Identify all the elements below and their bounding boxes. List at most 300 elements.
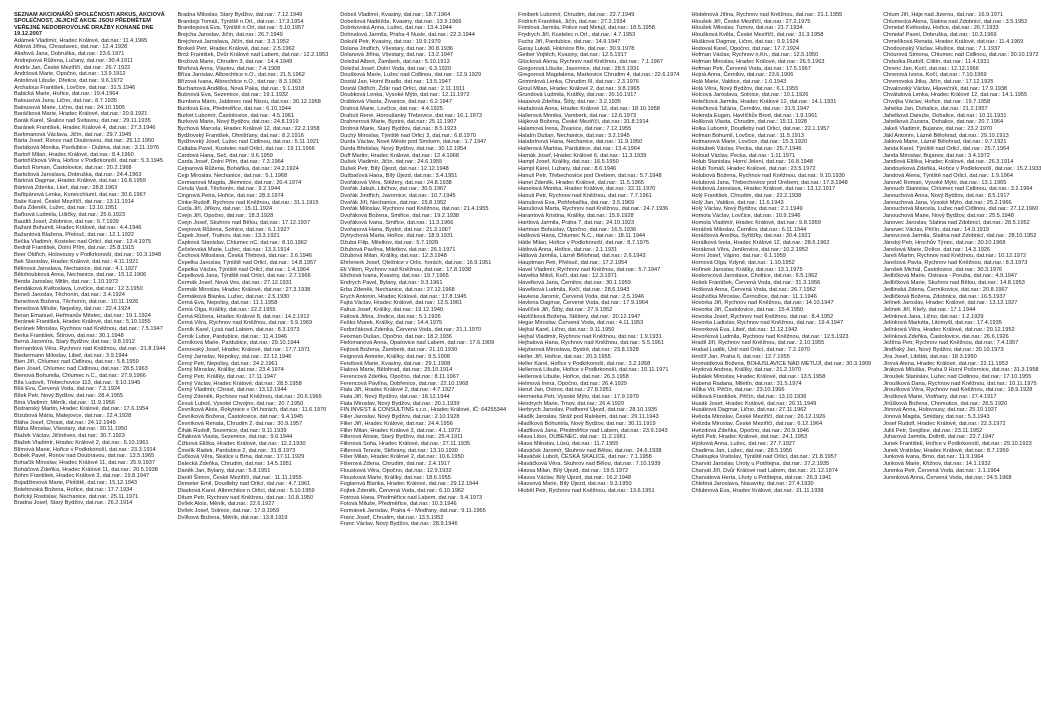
shareholder-entry: Charvát Jiří, Dvůr Králové nad Labem, dat.nar.: 21.12.1974	[691, 467, 838, 474]
shareholder-entry: Bařtipánová Lenka, Konecchlumí, dat.nar.: 30.6.1967	[14, 191, 146, 198]
shareholder-entry: Bártová Zdenka, Lkeř, dat.nar.: 28.8.1963	[14, 185, 118, 192]
shareholder-entry: Jákl Antonín, Lázně Bělohrad, dat.nar.: 29.10.1913	[883, 132, 1009, 139]
shareholder-entry: Drahná Marie, Lovčice, dat.nar.: 4.4.1925	[340, 105, 443, 112]
shareholder-entry: Cucla Jiří, Jiříkov, dat.nar.: 15.11.1924	[177, 206, 273, 213]
shareholder-entry: Chadima Jan, Lužec, dat.nar.: 28.5.1956	[691, 447, 793, 454]
shareholder-entry: Benda Jaroslav, Mitlin, dat.nar.: 1.10.1972	[14, 279, 119, 285]
shareholder-entry: Bien Jiří, Chlumec nad Cidlinou, dat.nar.: 5.8.1959	[14, 359, 139, 366]
shareholder-entry: Havel Vladimír, Rychnov nad Kněžnou, dat.nar.: 5.7.1947	[518, 266, 661, 273]
shareholder-entry: Břízová Ivana, Albrechtice n.O., dat.nar.: 8.3.1963	[177, 79, 301, 86]
shareholder-entry: Homola Vladimír, Hradec Králové, dat.nar.: 9.8.1959	[691, 219, 821, 226]
shareholder-entry: Adámek Vladimír, Hradec Králové, dat.nar.: 11.4.1965	[14, 37, 148, 44]
shareholder-entry: Janouchová Marie, Nový Bydžov, dat.nar.: 25.5.1948	[883, 213, 1014, 220]
shareholder-entry: Bláha Miroslav, Všestary, dat.nar.: 30.11.1950	[14, 426, 128, 433]
shareholder-entry: Elichová Ivana, Kvasiny, dat.nar.: 19.7.1965	[340, 273, 449, 280]
shareholder-entry: Hanušová Marta, Rychnov nad Kněžnou, dat.nar.: 24.7.1936	[518, 206, 669, 213]
shareholder-entry: Janouchová Jana, Vysoké Mýto, dat.nar.: 25.2.1966	[883, 199, 1012, 206]
shareholder-entry: Ferencová Pavlína, Dobřenice, dat.nar.: 22.10.1968	[340, 380, 469, 387]
shareholder-entry: Bydžovský František, Ohnišťany, dat.nar.: 8.2.1916	[177, 132, 304, 139]
shareholder-entry: Hrabal Luděk, Ústí nad Orlicí, dat.nar.: 7.2.1970	[691, 347, 810, 354]
shareholder-entry: Beer Oldřich, Holovousy v Podkrkonoší, dat.nar.: 10.3.1948	[14, 252, 162, 259]
shareholder-entry: Antošová Libuše, Dřetice, dat.nar.: 9.6.1972	[14, 77, 123, 84]
shareholder-entry: Hromádková Božena, BOHUSLAVICE NAD METUJÍ, dat.nar.: 30.3.1909	[691, 360, 872, 367]
shareholder-entry: Hlaváčková Věra, Skuhrov nad Bělou, dat.nar.: 7.10.1939	[518, 461, 661, 468]
shareholder-entry: Hejhal Karel, Lično, dat.nar.: 9.11.1950	[518, 327, 615, 334]
shareholder-entry: Bienová Bohumila, Chlumec n.C., dat.nar.: 27.9.1966	[14, 372, 146, 379]
shareholder-entry: Jandourková Zdeňka, Hořice v Podkrkonoší, dat.nar.: 15.2.1933	[883, 166, 1041, 173]
shareholder-entry: Homola Václav, Lovčice, dat.nar.: 10.9.1946	[691, 213, 801, 220]
shareholder-entry: Faltová Jiřina, Jindice, dat.nar.: 5.1.1926	[340, 313, 441, 320]
shareholder-entry: Holubová Jaroslava, Hradec Králové, dat.nar.: 13.12.1917	[691, 186, 836, 193]
shareholder-entry: Dvílek Alois, Měník, dat.nar.: 22.6.1927	[177, 501, 275, 508]
shareholder-entry: Cardová Hana, Seč, dat.nar.: 9.6.1959	[177, 152, 273, 159]
shareholder-entry: Bedráf František, Dolní Přím, dat.nar.: 25.8.1915	[14, 245, 135, 252]
shareholder-entry: Doležal Albert, Žamberk, dat.nar.: 5.10.1913	[340, 58, 450, 65]
shareholder-entry: Holá Marie, Valdice, dat.nar.: 1.6.1943	[691, 79, 787, 86]
shareholder-entry: Bárta Josef, Ronov nad Doubravou, dat.nar.: 25.12.1950	[14, 138, 155, 145]
shareholder-entry: Havelková Jana, Černilov, dat.nar.: 30.1.1959	[518, 280, 631, 287]
shareholder-entry: Bíla Ludovít, Třebechovice 113, dat.nar.: 9.10.1945	[14, 379, 141, 386]
shareholder-entry: Hlavsa Václav, Bílý Újezd, dat.nar.: 16.2.1948	[518, 474, 632, 481]
column-1	[14, 12, 165, 702]
shareholder-entry: Fialová Marie, Bělohrad, dat.nar.: 25.10.1914	[340, 367, 453, 374]
shareholder-entry: Černík Lubor, Pardubice, dat.nar.: 11.4.1946	[177, 333, 288, 340]
shareholder-entry: Daněl Šimon, České Meziříčí, dat.nar.: 11.11.1955	[177, 474, 302, 481]
shareholder-entry: Hartman Bohuslav, Opočno, dat.nar.: 16.5.1936	[518, 226, 637, 233]
shareholder-entry: Džubová Pavlína, Miletkov, dat.nar.: 26.1.1971	[340, 246, 456, 253]
shareholder-entry: Hladíková Bohumila, Nový Bydžov, dat.nar.: 30.11.1919	[518, 420, 656, 427]
shareholder-entry: Balousová Marie, Lično, dat.nar.: 24.10.1905	[14, 104, 126, 111]
shareholder-entry: Bendáková Květoslava, Lovčice, dat.nar.: 12.3.1950	[14, 285, 143, 292]
shareholder-entry: Dušek Petr, Bílý Újezd, dat.nar.: 12.12.1948	[340, 166, 449, 173]
shareholder-entry: Čepelková Jana, Týniště nad Orlicí, dat.nar.: 2.7.1966	[177, 273, 311, 280]
shareholder-entry: Cermanová Magda, Jilemnice, dat.nar.: 20.4.1974	[177, 179, 302, 186]
shareholder-entry: Feško Marek, Králíky, dat.nar.: 14.4.1975	[340, 320, 443, 327]
shareholder-entry: Ablová Jiřina, Chrastavec, dat.nar.: 12.4.1928	[14, 44, 128, 51]
shareholder-entry: Frimlová Jarmila, Police nad Metují, dat.nar.: 18.5.1958	[518, 25, 655, 32]
shareholder-entry: Chlebná Jaroslava, Nasavrky, dat.nar.: 27.4.1930	[691, 481, 814, 488]
shareholder-entry: Cejp Miroslav, Nechanice, dat.nar.: 5.1.1968	[177, 172, 288, 179]
shareholder-entry: Čučková Věra, Skalice u Brna, dat.nar.: 17.11.1929	[177, 454, 305, 461]
shareholder-entry: Erych Antonín, Hradec Králové, dat.nar.: 17.8.1945	[340, 293, 467, 300]
shareholder-entry: Hovorka Josef, Rychnov nad Kněžnou, dat.nar.: 8.4.1952	[691, 313, 834, 320]
shareholder-entry: Horáčková Anežka, Syřišťky, dat.nar.: 30.4.1921	[691, 233, 811, 240]
column-2	[177, 12, 328, 702]
entry-list	[340, 12, 506, 528]
shareholder-entry: Dokulil Petr, Kvasiny, dat.nar.: 19.9.1970	[340, 38, 441, 45]
shareholder-entry: Chvátalová Lenka, Hradec Králové 12, dat.nar.: 14.1.1955	[883, 92, 1028, 99]
shareholder-entry: Charvátová Herta, Lhoty u Potštejna, dat.nar.: 26.3.1941	[691, 474, 832, 481]
shareholder-entry: Ferencová Zdeňka, Opočno, dat.nar.: 8.11.1967	[340, 373, 459, 380]
shareholder-entry: Franc Josef, Chrudim, dat.nar.: 13.5.1952	[340, 514, 444, 521]
shareholder-entry: Janouchová Marcela, Lužec nad Cidlinou, dat.nar.: 27.12.1960	[883, 206, 1039, 213]
shareholder-entry: Hrydová Andrea, Králíky, dat.nar.: 21.2.1970	[691, 367, 802, 374]
shareholder-entry: Dvořáková Božena, Smiřice, dat.nar.: 19.2.1938	[340, 213, 460, 220]
shareholder-entry: Buchartová Andělka, Nová Paka, dat.nar.: 9.1.1918	[177, 85, 305, 92]
shareholder-entry: Böhm František, Hradec Králové 3, dat.nar.: 19.8.1947	[14, 473, 150, 480]
shareholder-entry: Hovorka Ladislav, Rychnov nad Kněžnou, dat.nar.: 19.4.1947	[691, 320, 844, 327]
shareholder-entry: Dostál Jan, Horní Bradlo, dat.nar.: 13.5.1947	[340, 79, 451, 86]
shareholder-entry: Havlena Jaromír, Červená Voda, dat.nar.: 2.5.1946	[518, 293, 645, 300]
shareholder-entry: Jánský Petr, Hrochův Týnec, dat.nar.: 30.10.1968	[883, 239, 1006, 246]
shareholder-entry: Dvořák Jakub, Libčhov, dat.nar.: 30.5.1967	[340, 186, 447, 193]
shareholder-entry: Endrych Pavel, Bylany, dat.nar.: 9.3.1961	[340, 280, 443, 287]
shareholder-entry: Bělohoubková Anna, Nechanice, dat.nar.: 15.12.1906	[14, 272, 147, 279]
column-6	[883, 12, 1041, 702]
column-5	[691, 12, 871, 702]
shareholder-entry: Hanuš Petr, Třebechovice pod Orebem, dat.nar.: 5.7.1948	[518, 172, 662, 179]
shareholder-entry: Čermák Miroslav, Hradec Králové, dat.nar.: 27.3.1938	[177, 286, 311, 293]
shareholder-entry: Feixman Dušan, Opočno, dat.nar.: 18.2.1936	[340, 333, 452, 340]
shareholder-entry: Baťková Ludmila, Lišičky, dat.nar.: 25.6.1923	[14, 211, 126, 218]
shareholder-entry: Hanušová Eva, Pohřebačka, dat.nar.: 3.5.1969	[518, 199, 635, 206]
shareholder-entry: Havlíček Jiří, Štíty, dat.nar.: 27.9.1952	[518, 306, 613, 313]
shareholder-entry: Černý Jaroslav, Nepolisy, dat.nar.: 22.12.1946	[177, 353, 292, 360]
shareholder-entry: Balousová Jana, Lično, dat.nar.: 8.7.1935	[14, 98, 117, 105]
shareholder-entry: Brandejsová Eva, Týniště n.Orl, dat.nar.: 5.10.1957	[177, 25, 305, 32]
shareholder-entry: Fillerová Terezie, Skřivany, dat.nar.: 13.10.1930	[340, 447, 458, 454]
shareholder-entry: Hloušek Miloslav, Turnov, dat.nar.: 21.7.1934	[691, 25, 803, 32]
shareholder-entry: Chrenovská Jitka, Jičín, dat.nar.: 17.12.1925	[883, 79, 994, 86]
shareholder-entry: Hofman Miroslav, Hradec Králové, dat.nar.: 26.5.1963	[691, 58, 825, 65]
shareholder-entry: Dolana Jindřich, Všestary, dat.nar.: 30.8.1936	[340, 45, 454, 52]
shareholder-entry: Glücková Alena, Rychnov nad Kněžnou, dat.nar.: 7.1.1967	[518, 58, 663, 65]
shareholder-entry: Dohnalová Jarmila, Praha 4 Nusle, dat.nar.: 22.3.1944	[340, 32, 475, 39]
shareholder-entry: Ježlína Petr, Rychnov nad Kněžnou, dat.nar.: 7.4.1957	[883, 340, 1019, 347]
shareholder-entry: Hejzlarová Miroslava, Bystré, dat.nar.: 23.8.1928	[518, 347, 639, 354]
shareholder-entry: Bubnová Eva, Sezemice, dat.nar.: 19.1.1932	[177, 92, 289, 99]
shareholder-entry: Hauptman Petr, Přelouč, dat.nar.: 17.2.1954	[518, 260, 628, 267]
shareholder-entry: Frydrych Jiří, Kostelec n.Orl., dat.nar.: 4.7.1953	[518, 32, 636, 39]
shareholder-entry: Grimmlová Lenka, Chrudim III, dat.nar.: 2.3.1976	[518, 79, 640, 86]
shareholder-entry: Brejcha Jaroslav, Jičín, dat.nar.: 26.7.1949	[177, 32, 283, 39]
shareholder-entry: Hejhalová Hana, Rychnov nad Kněžnou, dat.nar.: 5.5.1961	[518, 340, 664, 347]
shareholder-entry: Gregorová Libuše, Javornice, dat.nar.: 28.5.1931	[518, 65, 640, 72]
shareholder-entry: Bartoňíčková Věra, Hořice v Podkrkonoší, dat.nar.: 5.3.1945	[14, 158, 163, 165]
shareholder-entry: Hampl Josef, Králíky, dat.nar.: 16.5.1950	[518, 159, 619, 166]
shareholder-entry: Holoubek Václav, Pecka, dat.nar.: 25.7.1946	[691, 146, 802, 153]
shareholder-entry: Bartoš Roman, Častolovice, dat.nar.: 20.2.1968	[14, 165, 132, 172]
shareholder-entry: Husák Josef, Hradec Králové, dat.nar.: 20.11.1949	[691, 400, 817, 407]
shareholder-entry: Hovorka Jiří, Častolovice, dat.nar.: 15.4.1950	[691, 306, 804, 313]
shareholder-entry: Brejchová Jaroslava, Jičín, dat.nar.: 3.3.1952	[177, 38, 290, 45]
shareholder-entry: Dobrkovská Anna, Lužec, dat.nar.: 13.4.1944	[340, 25, 452, 32]
shareholder-entry: Bychová Marcela, Hradec Králové 12, dat.nar.: 22.2.1958	[177, 125, 320, 132]
shareholder-entry: Čihák Rudolf, Sezemice, dat.nar.: 9.11.1939	[177, 427, 287, 434]
shareholder-entry: Hájková Božena, České Meziříčí, dat.nar.: 31.8.1914	[518, 119, 649, 126]
shareholder-entry: Heller Jiří, Hořice, dat.nar.: 20.3.1955	[518, 353, 611, 360]
shareholder-entry: Bízubová Mária, Matejovce, dat.nar.: 22.4.1928	[14, 413, 132, 420]
shareholder-entry: Hvězda Miroslav, České Meziříčí, dat.nar.: 26.12.1926	[691, 414, 826, 421]
shareholder-entry: Čevníková Božena, Častolovice, dat.nar.: 9.4.1945	[177, 414, 304, 421]
shareholder-entry: Houžvička Miroslav, Černožice, dat.nar.: 11.1.1946	[691, 293, 817, 300]
shareholder-entry: Chmelař Pavel, Dobruška, dat.nar.: 10.3.1969	[883, 32, 997, 39]
shareholder-entry: Formánek Jaroslav, Praha 4 - Modřany, dat.nar.: 9.11.1965	[340, 508, 486, 515]
shareholder-entry: Baudiš Josef, Zdobnice, dat.nar.: 6.7.1939	[14, 218, 119, 225]
shareholder-entry: Jurenková Anna, Červená Voda, dat.nar.: 24.5.1968	[883, 474, 1012, 481]
shareholder-entry: Dostál Oldřich, Žďár nad Orlicí, dat.nar.: 2.11.1911	[340, 85, 465, 92]
shareholder-entry: Flousková Marie, Králíky, dat.nar.: 18.6.1955	[340, 474, 451, 481]
shareholder-entry: Chrenová Ivona, Kočí, dat.nar.: 7.10.1969	[883, 72, 987, 79]
shareholder-entry: Bečka Vladimír, Kostelec nad Orlicí, dat.nar.: 13.4.1975	[14, 238, 152, 245]
shareholder-entry: Duchý Miroslav, Týniště nad Orlicí 3, dat.nar.: 6.8.1970	[340, 132, 476, 139]
shareholder-entry: Andršová Marie, Opočno, dat.nar.: 13.9.1912	[14, 71, 126, 78]
shareholder-entry: Janovec Jaroslav, Slatina nad Zdobnicí, dat.nar.: 28.5.1952	[883, 219, 1030, 226]
shareholder-entry: Halabrínová Hana, Nechanice, dat.nar.: 11.9.1950	[518, 139, 643, 146]
shareholder-entry: Baťa Zdeněk, Lužec, dat.nar.: 13.10.1951	[14, 205, 118, 212]
shareholder-entry: Chodounský Václav, Hlušice, dat.nar.: 7.1.1937	[883, 45, 1001, 52]
shareholder-entry: Jiroušková Věra, Rychnov nad Kněžnou, dat.nar.: 18.9.1928	[883, 387, 1033, 394]
shareholder-entry: Bína Vladimír, Měník, dat.nar.: 11.9.1956	[14, 399, 115, 406]
shareholder-entry: Filler Jiří, Hradec Králové, dat.nar.: 24.4.1956	[340, 420, 453, 427]
shareholder-entry: Jelínková Věra, Hradec Králové, dat.nar.: 20.12.1952	[883, 327, 1015, 334]
shareholder-entry: Feignová Antonie, Králíky, dat.nar.: 9.5.1908	[340, 353, 450, 360]
entry-list	[691, 12, 871, 495]
shareholder-entry: Bílá Eva, Červená Voda, dat.nar.: 7.3.1924	[14, 386, 121, 393]
shareholder-entry: Fillerová Soňa, Hradec Králové, dat.nar.: 27.11.1935	[340, 441, 471, 447]
shareholder-entry: Bříza Jaroslav, Albrechtice n.O., dat.nar.: 21.5.1962	[177, 72, 305, 79]
column-4	[518, 12, 679, 702]
shareholder-entry: Hladík Jaroslav, Stráž pod Ralskem, dat.nar.: 29.11.1943	[518, 414, 659, 421]
shareholder-entry: Harantová Kristina, Králíky, dat.nar.: 15.9.1928	[518, 213, 634, 220]
shareholder-entry: Junková Marie, Křižnov, dat.nar.: 14.1.1932	[883, 461, 991, 468]
shareholder-entry: Hůlková František, Pěčín, dat.nar.: 13.10.1936	[691, 394, 807, 401]
shareholder-entry: Jónová Anna, Holovousy, dat.nar.: 25.10.1927	[883, 407, 998, 414]
shareholder-entry: Bernardová Věra, Rychnov nad Kněžnou, dat.nar.: 21.8.1944	[14, 346, 166, 353]
shareholder-entry: Bien Josef, Chlumec nad Cidlinou, dat.nar.: 28.5.1963	[14, 366, 148, 373]
shareholder-entry: Čermáková Blanka, Lužec, dat.nar.: 2.5.1930	[177, 293, 290, 300]
shareholder-entry: Fajta Václav, Hradec Králové, dat.nar.: 12.5.1961	[340, 300, 463, 307]
shareholder-entry: Hermerka Petr, Vysoké Mýto, dat.nar.: 17.9.1970	[518, 394, 639, 401]
shareholder-entry: Chrenc Jan, Kočí, dat.nar.: 12.12.1966	[883, 65, 979, 72]
shareholder-entry: Janovič Roman, Vysoké Mýto, dat.nar.: 13.1.1965	[883, 179, 1007, 186]
shareholder-entry: Jurenka Petr, Červená Voda, dat.nar.: 1.1.1964	[883, 467, 1000, 474]
shareholder-entry: Holub Stanislav, Horní Jelení, dat.nar.: 16.8.1948	[691, 159, 813, 166]
shareholder-entry: Cvejn Jiří, Opočno, dat.nar.: 18.3.1928	[177, 213, 274, 220]
shareholder-entry: Eli Vilém, Rychnov nad Kněžnou, dat.nar.: 17.8.1938	[340, 266, 472, 273]
shareholder-entry: Daněk Jan, Bylany, dat.nar.: 5.8.1951	[177, 467, 271, 474]
shareholder-entry: Holub Tomáš, Hradec Králové, dat.nar.: 23.5.1972	[691, 166, 816, 173]
shareholder-entry: Holcová Jaroslava, Solnice, dat.nar.: 10.1.1926	[691, 92, 809, 99]
shareholder-entry: Grundová Ludmila, Králíky, dat.nar.: 20.10.1917	[518, 92, 637, 99]
document-heading: SEZNAM AKCIONÁŘŮ SPOLEČNOSTI ARKUS, AKCIOVÁ SPOLEČNOST, JEJICHŽ AKCIE JSOU PŘEDMĚTEM VEŘEJNÉ NEDOBROVOLNÉ DRAŽBY KONANÉ DNE 19.12.2007	[14, 12, 165, 37]
shareholder-entry: Cejnarová Růžena, Boháňka, dat.nar.: 24.2.1924	[177, 166, 299, 173]
shareholder-entry: Hátlová Jarmila, Lázně Bělohrad, dat.nar.: 2.6.1943	[518, 253, 646, 260]
shareholder-entry: Chlumecká Alena, Slatina nad Zdobnicí, dat.nar.: 3.5.1952	[883, 18, 1028, 25]
shareholder-entry: Fridrich František, Jičín, dat.nar.: 27.2.1934	[518, 18, 626, 25]
shareholder-entry: Dvořák Jindřich, Javornice, dat.nar.: 10.7.1945	[340, 192, 456, 199]
shareholder-entry: Jarošek Michal, Častolovice, dat.nar.: 30.3.1976	[883, 266, 1003, 273]
shareholder-entry: Hoskovcová Jaroslava, Choltice, dat.nar.: 6.5.1962	[691, 273, 818, 280]
shareholder-entry: Džubová Milan, Králíky, dat.nar.: 12.3.1948	[340, 253, 447, 260]
shareholder-entry: Chourová Simona, Chlumec nad Cidlinou, dat.nar.: 30.10.1972	[883, 52, 1039, 59]
shareholder-entry: Holý Václav, Nový Bydžov, dat.nar.: 2.1.1949	[691, 206, 803, 213]
shareholder-columns	[14, 12, 1041, 702]
shareholder-entry: Baráčková Marie, Hradec Králové, dat.nar.: 20.9.1921	[14, 111, 148, 118]
shareholder-entry: Holubová Jana, Třebechovice pod Orebem, dat.nar.: 17.3.1948	[691, 179, 848, 186]
entry-list	[518, 12, 679, 495]
shareholder-entry: Fišer Milan, Hradec Králové 2, dat.nar.: 10.6.1950	[340, 454, 464, 461]
shareholder-entry: Čevníková Renata, Chrudim 2, dat.nar.: 30.9.1957	[177, 420, 303, 427]
shareholder-entry: Jareš Martin, Rychnov nad Kněžnou, dat.nar.: 10.12.1972	[883, 253, 1027, 260]
shareholder-entry: Gregorová Magdalena, Markovice Chrudim 4, dat.nar.: 22.6.1974	[518, 72, 680, 79]
shareholder-entry: Černý Petr, Králíky, dat.nar.: 17.11.1947	[177, 373, 277, 380]
shareholder-entry: Charvát Jaroslav, Lhoty u Potštejna, dat.nar.: 27.2.1935	[691, 461, 830, 468]
shareholder-entry: Chlum Jiří, Háje nad Jizerou, dat.nar.: 16.9.1971	[883, 12, 1004, 18]
shareholder-entry: Hlaváček Luboš, ČESKÁ SKALICE, dat.nar.: 7.1.1958	[518, 454, 652, 461]
column-3	[340, 12, 506, 702]
shareholder-entry: Hornová Olga, Kdyně, dat.nar.: 1.10.1952	[691, 260, 795, 267]
shareholder-entry: Blažek Václav, Jičíněves, dat.nar.: 30.7.1923	[14, 433, 125, 440]
shareholder-entry: Doubková Lenka, Vysoké Mýto, dat.nar.: 12.11.1972	[340, 92, 470, 99]
shareholder-entry: Blímová Marie, Hořice v Podkrkonoší, dat.nar.: 23.3.1914	[14, 446, 156, 453]
shareholder-entry: Jahelková Zuzana, Dohalice, dat.nar.: 20.7.1964	[883, 119, 1004, 126]
shareholder-entry: Archalous František, Lovčice, dat.nar.: 31.5.1946	[14, 84, 136, 91]
shareholder-entry: Jírová Alena, Hradec Králové, dat.nar.: 22.11.1953	[883, 360, 1008, 367]
shareholder-entry: Čepelka Jaroslav, Týniště nad Orlicí, dat.nar.: 14.8.1957	[177, 260, 317, 267]
shareholder-entry: Drábková Vlasta, Živanice, dat.nar.: 6.2.1947	[340, 99, 452, 106]
shareholder-entry: Bojadžievová Marie, Plotiště, dat.nar.: 15.12.1943	[14, 480, 138, 487]
shareholder-entry: Jandová Alena, Týniště nad Orlicí, dat.nar.: 1.9.1964	[883, 172, 1013, 179]
shareholder-entry: Havlena Dagmar, Červené Voda, dat.nar.: 17.9.1964	[518, 300, 649, 307]
shareholder-entry: Burková Marie, Nový Bydžov, dat.nar.: 24.8.1919	[177, 119, 299, 126]
shareholder-entry: Čížková Eliška, Hradec Králové, dat.nar.: 12.2.1930	[177, 441, 306, 447]
shareholder-entry: Hlavsová Marie, Bílý Újezd, dat.nar.: 9.3.1950	[518, 481, 632, 488]
shareholder-entry: Hellerová Libuše, Hořice, dat.nar.: 26.3.1958	[518, 373, 629, 380]
shareholder-entry: Dobeš Vladimír, Kvasiny, dat.nar.: 18.7.1964	[340, 12, 451, 18]
shareholder-entry: Dvořák Jiří, Nechanice, dat.nar.: 15.8.1952	[340, 199, 447, 206]
shareholder-entry: Ehrlenerk Josef, Olešnice v Orlic. horách, dat.nar.: 16.9.1951	[340, 260, 492, 267]
shareholder-entry: Horáková Věra, Jeníkovice, dat.nar.: 10.2.1952	[691, 246, 809, 253]
shareholder-entry: Hojná Anna, Černilov, dat.nar.: 23.6.1906	[691, 72, 794, 79]
shareholder-entry: Hlaváček Jaromír, Skuhrov nad Bělou, dat.nar.: 24.6.1938	[518, 447, 662, 454]
shareholder-entry: Jírůšková Božena, Chomutice, dat.nar.: 26.5.1920	[883, 400, 1008, 407]
entry-list	[14, 38, 165, 507]
shareholder-entry: Černíková Marie, Pardubice, dat.nar.: 29.10.1944	[177, 340, 300, 347]
shareholder-entry: Hvězda Miroslav, České Meziříčí, dat.nar.: 6.12.1964	[691, 420, 823, 427]
entry-list	[883, 12, 1041, 481]
shareholder-entry: Černá Olga, Králíky, dat.nar.: 22.2.1955	[177, 306, 276, 313]
shareholder-entry: Hubená Radana, Miletín, dat.nar.: 31.5.1974	[691, 380, 802, 387]
shareholder-entry: Černý Vladimír, Chrast, dat.nar.: 13.12.1944	[177, 387, 287, 394]
shareholder-entry: Hátlová Anna, Hořice, dat.nar.: 2.1.1931	[518, 246, 618, 253]
shareholder-entry: Bobek Pavel, Ronov nad Doubravou, dat.nar.: 13.5.1965	[14, 453, 155, 460]
shareholder-entry: Fišerová Zdena, Chrudim, dat.nar.: 2.4.1917	[340, 461, 451, 468]
shareholder-entry: Břeňová Anna, Vlastov, dat.nar.: 7.4.1908	[177, 65, 281, 72]
shareholder-entry: Holíková Vlasta, Chrudim, dat.nar.: 15.11.1928	[691, 119, 808, 126]
shareholder-entry: Jedlinská Zdena, Čermíkovice, dat.nar.: 20.8.1967	[883, 286, 1008, 293]
shareholder-entry: Feistlová Marie, Kvasiny, dat.nar.: 29.1.1908	[340, 360, 451, 367]
shareholder-entry: Burdová Eva, Předměřice, dat.nar.: 6.10.1944	[177, 105, 291, 112]
shareholder-entry: Holečková Jarmila, Hradec Králové 12, dat.nar.: 14.1.1931	[691, 99, 837, 106]
shareholder-entry: Hořínek Jaroslav, Králíky, dat.nar.: 13.1.1975	[691, 266, 803, 273]
shareholder-entry: Jelínek Jiří, Kteřy, dat.nar.: 17.1.1944	[883, 306, 976, 313]
shareholder-entry: Haasová Zdeňka, Štíty, dat.nar.: 3.2.1935	[518, 99, 621, 106]
shareholder-entry: Janda Karel, Týniště nad Orlicí, dat.nar.: 25.7.1964	[883, 146, 1010, 153]
shareholder-entry: Jiroušek Stanislav, Lužec nad Cidlinou, dat.nar.: 17.10.1955	[883, 373, 1032, 380]
shareholder-entry: Bělinová Jaroslava, Nechanice, dat.nar.: 4.1.1927	[14, 265, 138, 272]
shareholder-entry: Havelka Miloš, Kočí, dat.nar.: 12.3.1971	[518, 273, 617, 280]
shareholder-entry: Hlava Libor, DUBENEC, dat.nar.: 11.2.1961	[518, 434, 626, 441]
shareholder-entry: Černá Růžena, Hradec Králové 8, dat.nar.: 14.2.1912	[177, 313, 310, 320]
shareholder-entry: Džuba Filip, Miletkov, dat.nar.: 5.7.1928	[340, 239, 439, 246]
shareholder-entry: Čermák Josef, Nová Ves, dat.nar.: 27.12.1931	[177, 280, 292, 287]
shareholder-entry: Fiala Miroslav, Nový Bydžov, dat.nar.: 20.1.1939	[340, 400, 460, 407]
shareholder-entry: Jelínek Jaroslav, Hradec Králové, dat.nar.: 13.12.1927	[883, 300, 1018, 307]
shareholder-entry: FIN INVEST & CONSULTING s.r.o., Hradec Králové, IČ: 64255344	[340, 407, 507, 414]
shareholder-entry: Hýsková Anna, Lužec, dat.nar.: 27.7.1927	[691, 441, 796, 447]
shareholder-entry: Jaklová Marie, Lázně Bělohrad, dat.nar.: 9.7.1921	[883, 139, 1007, 146]
shareholder-entry: Bláha Josef, Chrast, dat.nar.: 24.12.1949	[14, 419, 116, 426]
shareholder-entry: Dobešová Naděžda, Kvasiny, dat.nar.: 13.9.1966	[340, 18, 462, 25]
shareholder-entry: Jiráková Miluška, Praha 9 Horní Počernice, dat.nar.: 31.3.1958	[883, 367, 1039, 374]
shareholder-entry: Beránek Miroslav, Rychnov nad Kněžnou, dat.nar.: 7.5.1947	[14, 325, 163, 332]
shareholder-entry: Čevuk Luboš, Vysoké Chvojno, dat.nar.: 20.7.1950	[177, 400, 304, 407]
shareholder-entry: Hlava Miloslav, Lüsü, dat.nar.: 11.7.1955	[518, 441, 619, 447]
shareholder-entry: Foglarová Blanka, Hradec Králové, dat.nar.: 29.12.1944	[340, 481, 479, 488]
shareholder-entry: Chvojka Václav, Hořice, dat.nar.: 19.7.1958	[883, 99, 991, 106]
shareholder-entry: Drahnerová Marie, Bystré, dat.nar.: 25.11.1907	[340, 119, 457, 126]
shareholder-entry: Beránek František, Hradec Králové, dat.nar.: 5.10.1955	[14, 319, 151, 326]
shareholder-entry: Janouchová Anna, Nový Bydžov, dat.nar.: 8.5.1917	[883, 192, 1010, 199]
shareholder-entry: Holý Jan, Valdice, dat.nar.: 11.6.1943	[691, 199, 784, 206]
shareholder-entry: Jahelková Danuše, Dohalice, dat.nar.: 10.11.1931	[883, 112, 1007, 119]
shareholder-entry: Hátle Milan, Hořice v Podkrkonoší, dat.nar.: 8.7.1975	[518, 239, 649, 246]
shareholder-entry: Černovský Josef, Hradec Králové, dat.nar.: 17.7.1971	[177, 347, 311, 354]
shareholder-entry: Filler Milan, Hradec Králové 3, dat.nar.: 4.1.1973	[340, 427, 461, 434]
shareholder-entry: Bartoň Milan, Hradec Králové, dat.nar.: 8.4.1960	[14, 151, 134, 158]
shareholder-entry: Bradna Miloslav, Starý Bydžov, dat.nar.: 7.12.1949	[177, 12, 303, 18]
shareholder-entry: Horáček Miloslav, Černilov, dat.nar.: 6.11.1944	[691, 226, 807, 233]
shareholder-entry: Chlubnová Eva, Hradec Králové, dat.nar.: 21.11.1938	[691, 487, 824, 494]
shareholder-entry: Holenda Eugen, Havlíčkův Brod, dat.nar.: 1.9.1961	[691, 112, 818, 119]
shareholder-entry: Hallerová Martina, Pardubice, dat.nar.: 13.4.1964	[518, 146, 640, 153]
shareholder-entry: Fotová Miluše, Předměřice, dat.nar.: 10.3.1946	[340, 501, 457, 508]
shareholder-entry: Durda Břetislav, Nový Bydžov, dat.nar.: 30.12.1954	[340, 146, 467, 153]
shareholder-entry: Bek Stanislav, Hradec Králové, dat.nar.: 4.11.1921	[14, 258, 139, 265]
shareholder-entry: Brandejs Tomáš, Týniště n.Orl., dat.nar.: 17.3.1954	[177, 18, 304, 25]
shareholder-entry: Hošková Anna, Červená Voda, dat.nar.: 26.7.1962	[691, 286, 816, 293]
shareholder-entry: Dvílková Božena, Měník, dat.nar.: 13.8.1919	[177, 514, 288, 521]
shareholder-entry: Fejtová Božena, Žamberk, dat.nar.: 21.10.1930	[340, 347, 458, 354]
shareholder-entry: Benešová Miluše, Nepolisy, dat.nar.: 22.4.1924	[14, 305, 131, 312]
shareholder-entry: Hanuš Petr, Rychnov nad Kněžnou, dat.nar.: 7.7.1961	[518, 192, 652, 199]
shareholder-entry: Caltaba Pavel, Kostelec nad Orlicí, dat.nar.: 19.11.1966	[177, 146, 315, 153]
shareholder-entry: Bohačík Miroslav, Hradec Králové 11, dat.nar.: 25.9.1937	[14, 459, 155, 466]
shareholder-entry: Duff Martin, Hradec Králové, dat.nar.: 12.4.1968	[340, 152, 459, 159]
shareholder-entry: Černý Václav, Hradec Králové, dat.nar.: 28.5.1958	[177, 380, 302, 387]
shareholder-entry: Groul Milan, Hradec Králové 2, dat.nar.: 9.8.1965	[518, 85, 640, 92]
shareholder-entry: Dolanová Jiřina, Všestary, dat.nar.: 13.2.1947	[340, 52, 454, 59]
shareholder-entry: Čiháková Vlasta, Sezemice, dat.nar.: 9.6.1944	[177, 434, 293, 441]
shareholder-entry: Fiala Jiří, Hradec Králové 2, dat.nar.: 4.7.1927	[340, 387, 455, 394]
shareholder-entry: Fillerová Alosie, Starý Bydžov, dat.nar.: 25.4.1911	[340, 434, 463, 441]
shareholder-entry: Dalecká Zdeňka, Chrudim, dat.nar.: 14.5.1951	[177, 461, 292, 468]
shareholder-entry: Chrbolka Rudolf, Cilitín, dat.nar.: 11.4.1931	[883, 58, 990, 65]
shareholder-entry: Franc Václav, Nový Bydžov, dat.nar.: 28.9.1946	[340, 521, 458, 528]
shareholder-entry: Hašková Hana, Chlumec N.C., dat.nar.: 18.11.1944	[518, 233, 646, 240]
shareholder-entry: Baránek František, Hradec Králové 4, dat.nar.: 27.3.1946	[14, 124, 156, 131]
shareholder-entry: Hloušek Jiří, České Meziříčí, dat.nar.: 27.2.1975	[691, 18, 811, 25]
shareholder-entry: Janovec Václav, Pěčín, dat.nar.: 14.9.1919	[883, 226, 990, 233]
shareholder-entry: Jirušková Marie, Vodňany, dat.nar.: 27.4.1917	[883, 394, 997, 401]
shareholder-entry: Geiber Vojtěch, Kvasiny, dat.nar.: 12.5.1917	[518, 52, 627, 59]
shareholder-entry: Junková Ivana, Brno, dat.nar.: 11.9.1964	[883, 454, 984, 461]
shareholder-entry: Jarešová Pavla, Rychnov nad Kněžnou, dat.nar.: 8.3.1973	[883, 260, 1028, 267]
shareholder-entry: Henzl Jan, Ostrov, dat.nar.: 27.8.1951	[518, 387, 612, 394]
shareholder-entry: Čapková Stanislav, Chlumec nC, dat.nar.: 8.10.1962	[177, 239, 308, 246]
shareholder-entry: Jahelka Jan, Dohalice, dat.nar.: 21.2.1957	[883, 105, 988, 112]
